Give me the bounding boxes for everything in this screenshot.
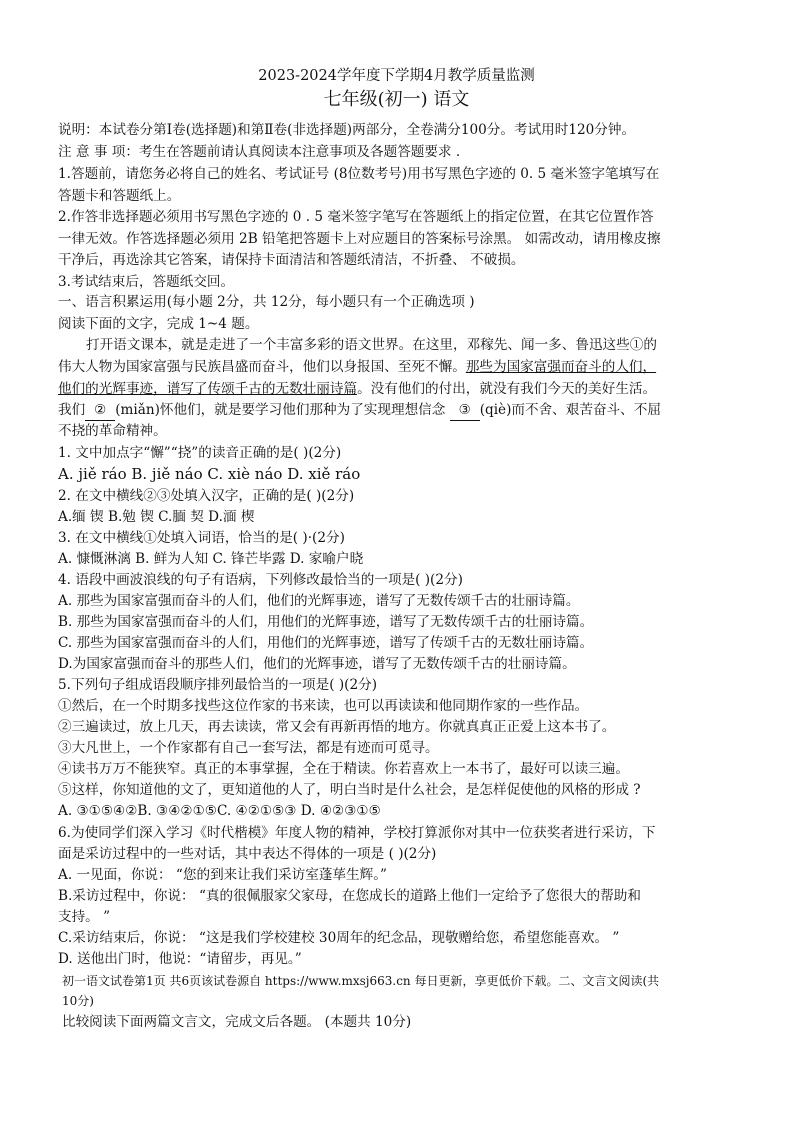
page-footer: 10分) — [62, 994, 94, 1008]
passage-line — [58, 357, 748, 377]
blank-2: ② — [85, 400, 115, 421]
question-5-sentence: ④读书万万不能狭窄。真正的本事掌握，全在于精读。你若喜欢上一本书了，最好可以读三遍。 — [58, 761, 629, 777]
instruction-line: 干净后，再选涂其它答案，请保持卡面清洁和答题纸清洁，不折叠、 不破损。 — [58, 252, 525, 268]
question-4-option-a: A. 那些为国家富强而奋斗的人们，他们的光辉事迹，谱写了无数传颂千古的壮丽诗篇。 — [58, 593, 580, 609]
instruction-line: 注 意 事 项：考生在答题前请认真阅读本注意事项及各题答题要求 . — [58, 144, 461, 160]
passage-text: (qiè)而不舍、艰苦奋斗、不屈 — [479, 402, 661, 418]
question-2: 2. 在文中横线②③处填入汉字，正确的是( )(2分) — [58, 488, 355, 504]
page-footer: 初一语文试卷第1页 共6页该试卷源自 https://www.mxsj663.cn 每日更新，享更低价下载。二、文言文阅读(共 — [62, 974, 660, 988]
passage-line: 不挠的革命精神。 — [58, 423, 167, 439]
question-4-option-d: D.为国家富强而奋斗的那些人们，他们的光辉事迹，谱写了无数传颂千古的壮丽诗篇。 — [58, 656, 576, 672]
instruction-line: 1.答题前，请您务必将自己的姓名、考试证号 (8位数考号)用书写黑色字迹的 0. 5 毫米签字笔填写在 — [58, 166, 660, 182]
question-1-options: A. jiě ráo B. jiě náo C. xiè náo D. xiě ráo — [58, 465, 361, 483]
question-4-option-b: B. 那些为国家富强而奋斗的人们，用他们的光辉事迹，谱写了无数传颂千古的壮丽诗篇。 — [58, 614, 594, 630]
question-6-option-a: A. 一见面，你说： “您的到来让我们采访室蓬荜生辉。” — [58, 867, 387, 883]
instruction-line: 说明：本试卷分第Ⅰ卷(选择题)和第Ⅱ卷(非选择题)两部分，全卷满分100分。考试用时120分钟。 — [58, 122, 636, 138]
question-6-option-b: B.采访过程中，你说： “真的很佩服家父家母，在您成长的道路上他们一定给予了您很大的帮助和 — [58, 888, 641, 904]
question-5-sentence: ③大凡世上，一个作家都有自己一套写法，都是有迹而可觅寻。 — [58, 740, 439, 756]
wavy-sentence: 那些为国家富强而奋斗的人们， — [465, 359, 657, 375]
passage-line: 打开语文课本，就是走进了一个丰富多彩的语文世界。在这里，邓稼先、闻一多、鲁迅这些①的 — [86, 337, 657, 353]
question-5-sentence: ②三遍读过，放上几天，再去读读，常又会有再新再悟的地方。你就真真正正爱上这本书了。 — [58, 719, 616, 735]
question-5-sentence: ①然后，在一个时期多找些这位作家的书来读，也可以再读读和他同期作家的一些作品。 — [58, 698, 589, 714]
passage-text: 我们 — [58, 402, 86, 418]
reading-intro: 比较阅读下面两篇文言文，完成文后各题。 (本题共 10分) — [62, 1014, 412, 1030]
passage-line — [58, 379, 748, 399]
question-3: 3. 在文中横线①处填入词语，恰当的是( )·(2分) — [58, 530, 345, 546]
instruction-line: 3.考试结束后，答题纸交回。 — [58, 274, 235, 290]
question-5: 5.下列句子组成语段顺序排列最恰当的一项是( )(2分) — [58, 677, 378, 693]
question-6-option-c: C.采访结束后，你说： “这是我们学校建校 30周年的纪念品，现敬赠给您，希望您能喜欢。 ” — [58, 930, 620, 946]
passage-text: 。没有他们的付出，就没有我们今天的美好生活。 — [357, 381, 657, 397]
passage-text: (miǎn)怀他们，就是要学习他们那种为了实现理想信念 — [115, 402, 450, 418]
exam-title: 2023-2024学年度下学期4月教学质量监测 — [258, 68, 535, 84]
blank-3: ③ — [450, 400, 480, 421]
question-6-option-b: 支持。 ” — [58, 909, 111, 925]
exam-subtitle: 七年级(初一) 语文 — [323, 89, 470, 110]
instruction-line: 答题卡和答题纸上。 — [58, 188, 181, 204]
question-2-options: A.缅 锲 B.勉 锲 C.腼 契 D.湎 楔 — [58, 509, 255, 525]
question-5-sentence: ⑤这样，你知道他的文了，更知道他的人了，明白当时是什么社会，是怎样促使他的风格的形成 ? — [58, 782, 641, 798]
passage-text: 伟大人物为国家富强与民族昌盛而奋斗，他们以身报国、至死不懈。 — [58, 359, 466, 375]
reading-intro: 阅读下面的文字，完成 1~4 题。 — [58, 316, 259, 332]
question-1: 1. 文中加点字“懈”“挠”的读音正确的是( )(2分) — [58, 445, 342, 461]
question-6: 面是采访过程中的一些对话，其中表达不得体的一项是 ( )(2分) — [58, 846, 437, 862]
question-4: 4. 语段中画波浪线的句子有语病，下列修改最恰当的一项是( )(2分) — [58, 572, 463, 588]
question-4-option-c: C. 那些为国家富强而奋斗的人们，用他们的光辉事迹，谱写了传颂千古的无数壮丽诗篇。 — [58, 635, 594, 651]
passage-line — [58, 400, 748, 421]
instruction-line: 一律无效。作答选择题必须用 2B 铅笔把答题卡上对应题目的答案标号涂黑。 如需改动，请用橡皮擦 — [58, 231, 661, 247]
question-5-options: A. ③①⑤④②B. ③④②①⑤C. ④②①⑤③ D. ④②③①⑤ — [58, 803, 381, 819]
instruction-line: 2.作答非选择题必须用书写黑色字迹的 0 . 5 毫米签字笔写在答题纸上的指定位置，在其它位置作答 — [58, 209, 654, 225]
wavy-sentence: 他们的光辉事迹，谱写了传颂千古的无数壮丽诗篇 — [58, 381, 358, 397]
section-heading: 一、语言积累运用(每小题 2分，共 12分，每小题只有一个正确选项 ) — [58, 294, 475, 310]
question-6: 6.为使同学们深入学习《时代楷模》年度人物的精神，学校打算派你对其中一位获奖者进行采访，下 — [58, 825, 656, 841]
question-6-option-d: D. 送他出门时，他说：“请留步，再见。” — [58, 951, 302, 967]
question-3-options: A. 慷慨淋漓 B. 鲜为人知 C. 锋芒毕露 D. 家喻户晓 — [58, 551, 364, 567]
